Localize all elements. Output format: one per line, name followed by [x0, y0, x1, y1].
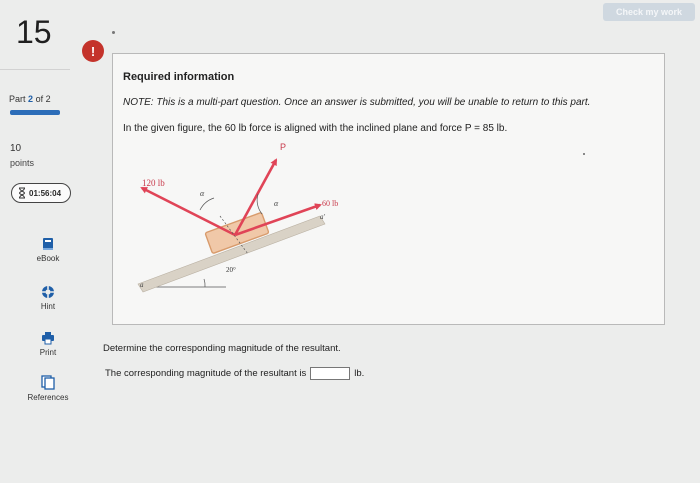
- hourglass-icon: [18, 187, 26, 199]
- force-120-arrow: [142, 188, 235, 235]
- hint-label: Hint: [40, 302, 56, 311]
- multipart-note: [123, 96, 653, 109]
- force-p-label: P: [280, 142, 287, 152]
- angle-label: 20°: [226, 266, 236, 274]
- alpha-arc-left: [200, 198, 214, 210]
- sidebar-divider: [0, 69, 70, 70]
- answer-row: [105, 367, 364, 380]
- book-icon: [42, 237, 54, 251]
- axis-a-prime-label: a': [320, 213, 325, 221]
- references-label: References: [27, 393, 69, 402]
- print-tool[interactable]: [26, 331, 70, 357]
- part-indicator: [9, 94, 51, 104]
- ebook-tool[interactable]: [26, 237, 70, 263]
- force-120-label: 120 lb: [142, 178, 165, 188]
- alert-badge-icon: !: [82, 40, 104, 62]
- part-prefix: Part: [9, 94, 26, 104]
- question-number: 15: [16, 14, 52, 50]
- answer-unit: lb.: [354, 368, 365, 379]
- alpha-label-left: α: [200, 189, 205, 198]
- figure-description: In the given figure, the 60 lb force is aligned with the inclined plane and force P = 85 lb.: [123, 123, 508, 134]
- angle-arc: [204, 279, 205, 287]
- part-current: 2: [28, 94, 34, 104]
- part-suffix: of 2: [35, 94, 51, 104]
- resultant-magnitude-input[interactable]: [310, 367, 350, 380]
- required-information-title: Required information: [123, 71, 235, 83]
- alpha-label-right: α: [274, 199, 279, 208]
- force-diagram: [130, 138, 340, 298]
- ebook-label: eBook: [36, 254, 60, 263]
- documents-icon: [41, 375, 55, 390]
- part-progress-bar: [10, 110, 60, 115]
- note-text: NOTE: This is a multi-part question. Once an answer is submitted, you will be unable to return to this part.: [123, 97, 591, 108]
- printer-icon: [41, 331, 55, 345]
- decorative-dot: [112, 31, 115, 34]
- points-value: 10: [10, 143, 22, 154]
- timer-value: 01:56:04: [29, 188, 62, 198]
- timer-badge[interactable]: [11, 183, 71, 203]
- decorative-dot: [583, 153, 585, 155]
- points-label: points: [10, 158, 35, 168]
- print-label: Print: [39, 348, 57, 357]
- check-my-work-button[interactable]: Check my work: [603, 3, 695, 21]
- answer-prefix: The corresponding magnitude of the resultant is: [105, 368, 307, 379]
- axis-a-label: a: [140, 281, 144, 289]
- references-tool[interactable]: [20, 375, 76, 402]
- force-60-label: 60 lb: [322, 199, 339, 208]
- question-prompt: Determine the corresponding magnitude of the resultant.: [103, 343, 341, 354]
- hint-tool[interactable]: [26, 285, 70, 311]
- alpha-arc-right: [257, 194, 262, 214]
- life-ring-icon: [41, 285, 55, 299]
